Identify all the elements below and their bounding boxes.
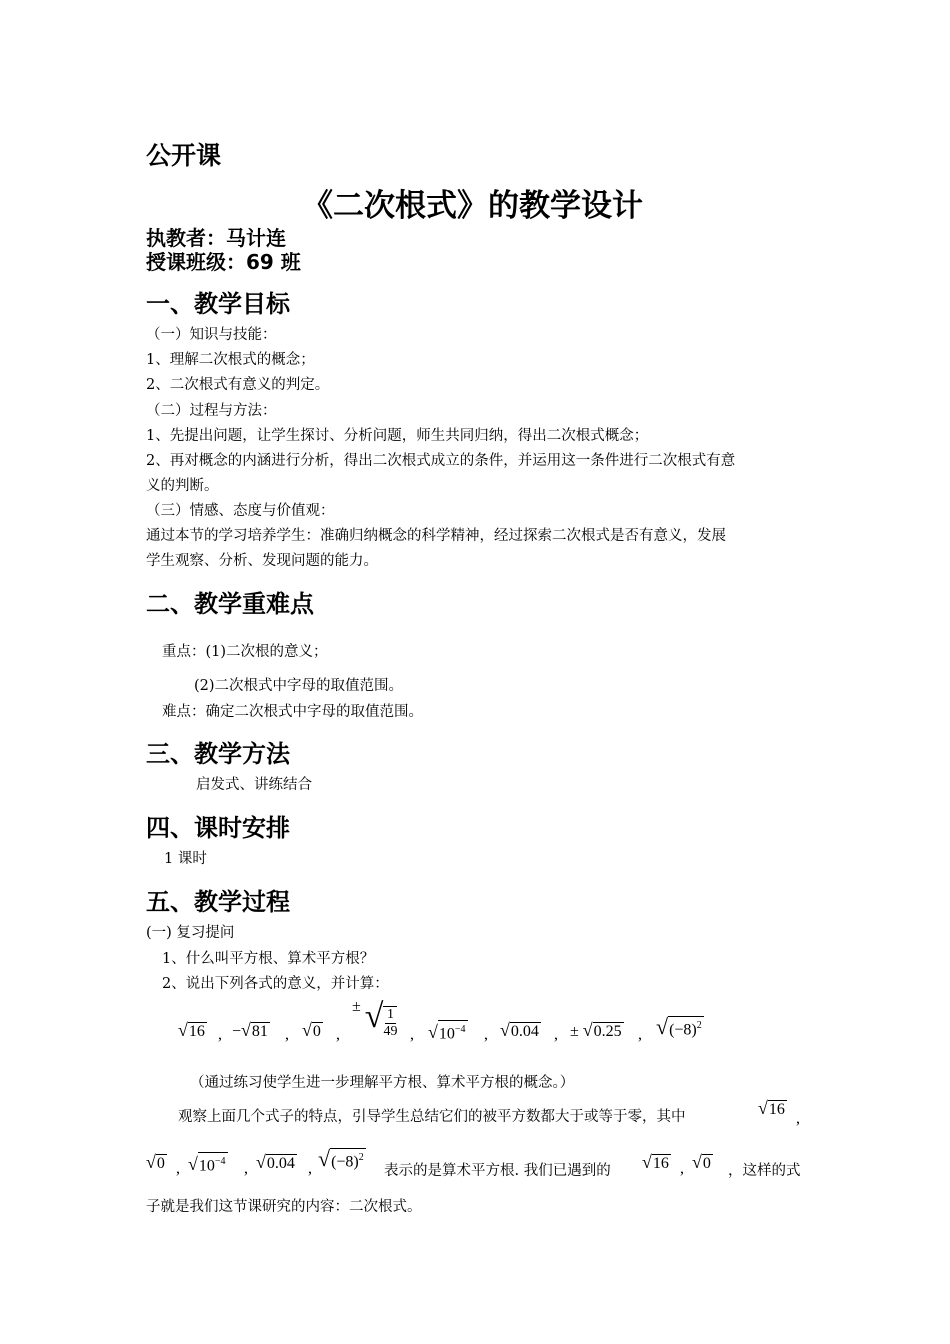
separator: , [796,1110,800,1127]
math-pm-sqrt-025: ± √0.25 [570,1020,622,1040]
separator: , [484,1026,488,1043]
note-text: （通过练习使学生进一步理解平方根、算术平方根的概念。） [190,1075,575,1091]
class-line: 授课班级：69 班 [146,250,301,274]
separator: , [680,1160,684,1177]
math-sqrt-10-pow: $√10^{-4}$ [428,1020,468,1043]
paragraph: 学生观察、分析、发现问题的能力。 [146,553,378,569]
separator: , [336,1026,340,1043]
separator: , [244,1160,248,1177]
paragraph: 表示的是算术平方根. 我们已遇到的 [384,1163,611,1179]
subheading: （三）情感、态度与价值观： [146,503,335,519]
key-point: 重点：(1)二次根的意义； [162,644,328,660]
math-sqrt-004: √0.04 [500,1020,539,1040]
math-sqrt-0: √0 [692,1152,711,1172]
paragraph: 观察上面几个式子的特点，引导学生总结它们的被平方数都大于或等于零，其中 [178,1109,686,1125]
paragraph: 通过本节的学习培养学生：准确归纳概念的科学精神，经过探索二次根式是否有意义，发展 [146,528,726,544]
math-pm-sqrt-fraction: ± √ $\frac{1}{49}$ [352,998,398,1040]
separator: , [638,1026,642,1043]
math-neg-sqrt-81: −√81 [232,1020,268,1040]
math-sqrt-16: √16 [758,1098,785,1118]
separator: , [285,1026,289,1043]
list-item: 1、先提出问题，让学生探讨、分析问题，师生共同归纳，得出二次根式概念； [146,428,649,444]
section-heading-goals: 一、教学目标 [146,290,290,318]
teacher-line: 执教者：马计连 [146,226,286,250]
paragraph: 子就是我们这节课研究的内容：二次根式。 [146,1199,422,1215]
subheading: （一）知识与技能： [146,327,277,343]
section-heading-schedule: 四、课时安排 [146,814,290,842]
separator: , [554,1026,558,1043]
section-heading-key-points: 二、教学重难点 [146,590,314,618]
math-sqrt-16: √16 [642,1152,669,1172]
math-sqrt-neg8-squared: $√(-8)^2$ [656,1014,702,1039]
page-title: 《二次根式》的教学设计 [302,188,643,224]
list-item: 义的判断。 [146,478,219,494]
math-sqrt-0: √0 [146,1152,165,1172]
question: 2、说出下列各式的意义，并计算： [162,976,389,992]
math-sqrt-16: √16 [178,1020,205,1040]
question: 1、什么叫平方根、算术平方根？ [162,951,375,967]
separator: , [176,1160,180,1177]
method-text: 启发式、讲练结合 [196,777,312,793]
separator: , [218,1026,222,1043]
section-heading-method: 三、教学方法 [146,740,290,768]
math-sqrt-004: √0.04 [256,1152,295,1172]
math-sqrt-0: √0 [302,1020,321,1040]
schedule-text: 1 课时 [164,851,207,867]
paragraph: ，这样的式 [728,1163,801,1179]
list-item: 1、理解二次根式的概念； [146,352,315,368]
list-item: 2、二次根式有意义的判定。 [146,377,330,393]
list-item: 2、再对概念的内涵进行分析，得出二次根式成立的条件，并运用这一条件进行二次根式有意 [146,453,736,469]
subheading: (一) 复习提问 [146,925,235,941]
key-point: (2)二次根式中字母的取值范围。 [194,678,404,694]
difficult-point: 难点：确定二次根式中字母的取值范围。 [162,704,423,720]
math-sqrt-neg8-squared: $√(-8)^2$ [318,1146,364,1171]
separator: , [410,1026,414,1043]
subheading: （二）过程与方法： [146,403,277,419]
separator: , [308,1160,312,1177]
section-heading-process: 五、教学过程 [146,888,290,916]
lesson-label: 公开课 [146,141,222,170]
math-sqrt-10-pow: $√10^{-4}$ [188,1152,228,1175]
